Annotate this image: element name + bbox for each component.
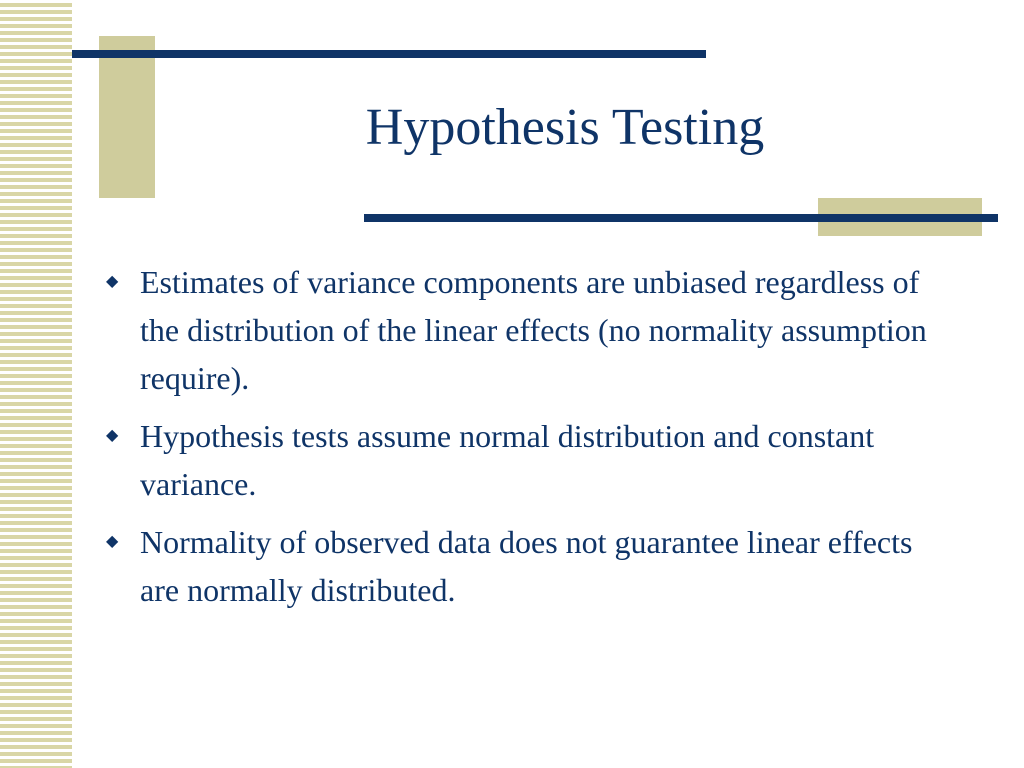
title-rule-bottom	[364, 214, 998, 222]
bullet-item	[100, 412, 940, 508]
diamond-icon: ◆	[106, 273, 119, 290]
bullet-text: Hypothesis tests assume normal distribution and constant variance.	[140, 418, 875, 502]
bullet-item	[100, 518, 940, 614]
title-rule-top	[72, 50, 706, 58]
bullet-text: Estimates of variance components are unbiased regardless of the distribution of the linear effects (no normality assumption require).	[140, 264, 927, 396]
striped-margin-decoration	[0, 0, 72, 768]
bullet-item	[100, 258, 940, 402]
diamond-icon: ◆	[106, 533, 119, 550]
bullet-list	[100, 258, 940, 624]
tan-accent-block-top	[99, 36, 155, 198]
diamond-icon: ◆	[106, 427, 119, 444]
slide-title: Hypothesis Testing	[365, 99, 765, 156]
bullet-text: Normality of observed data does not guarantee linear effects are normally distributed.	[140, 524, 913, 608]
